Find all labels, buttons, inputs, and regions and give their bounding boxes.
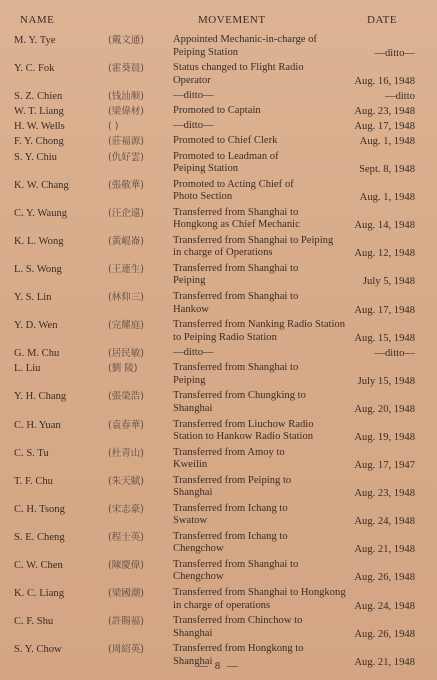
- movement-line: [173, 419, 423, 432]
- movement-date: Aug. 23, 1948: [354, 106, 415, 118]
- movement-text: in charge of operations: [173, 599, 271, 611]
- movement-date: Aug. 20, 1948: [354, 403, 415, 415]
- movement-line: [173, 47, 423, 60]
- person-chinese-name: (仇好雲): [108, 151, 144, 163]
- movement-date: Aug. 21, 1948: [354, 544, 415, 556]
- movement-line: [173, 235, 423, 248]
- movement-description: [173, 62, 423, 87]
- movement-date: Aug. 21, 1948: [354, 656, 415, 668]
- movement-description: [173, 503, 423, 528]
- list-item: [0, 390, 437, 416]
- movement-text: Transferred from Liuchow Radio: [173, 418, 314, 430]
- movement-text: Promoted to Chief Clerk: [173, 135, 278, 147]
- person-chinese-name: (王連生): [108, 263, 144, 275]
- person-chinese-name: (林仰三): [108, 292, 144, 304]
- person-name: Y. C. Fok: [14, 63, 55, 75]
- movement-date: Aug. 15, 1948: [354, 332, 415, 344]
- movement-description: [173, 34, 423, 59]
- movement-line: [173, 559, 423, 572]
- movement-description: [173, 90, 423, 103]
- list-item: [0, 90, 437, 103]
- movement-line: [173, 403, 423, 416]
- movement-text: Peiping: [173, 374, 206, 386]
- personnel-movement-list: [0, 34, 437, 671]
- person-chinese-name: (汪企遠): [108, 207, 144, 219]
- movement-line: [173, 191, 423, 204]
- person-chinese-name: (杜青山): [108, 447, 144, 459]
- header-movement: MOVEMENT: [198, 14, 266, 26]
- movement-line: [173, 219, 423, 232]
- movement-description: [173, 419, 423, 444]
- movement-text: Chengchow: [173, 571, 224, 583]
- person-name: S. Z. Chien: [14, 91, 63, 103]
- movement-line: [173, 447, 423, 460]
- person-name: K. L. Wong: [14, 235, 64, 247]
- movement-line: [173, 163, 423, 176]
- person-name: C. W. Chen: [14, 559, 63, 571]
- movement-line: [173, 179, 423, 192]
- person-name: C. S. Tu: [14, 447, 49, 459]
- list-item: [0, 34, 437, 60]
- movement-date: July 5, 1948: [362, 276, 415, 288]
- movement-date: Aug. 1, 1948: [359, 136, 415, 148]
- movement-line: [173, 120, 423, 133]
- person-name: S. Y. Chiu: [14, 151, 57, 163]
- movement-date: Aug. 17, 1947: [354, 460, 415, 472]
- movement-description: [173, 362, 423, 387]
- movement-description: [173, 105, 423, 118]
- movement-date: Aug. 1, 1948: [359, 192, 415, 204]
- movement-text: Transferred from Shanghai to: [173, 558, 299, 570]
- movement-date: Aug. 16, 1948: [354, 75, 415, 87]
- person-name: C. H. Yuan: [14, 419, 61, 431]
- movement-line: [173, 600, 423, 613]
- movement-date: July 15, 1948: [357, 375, 415, 387]
- movement-text: Status changed to Flight Radio: [173, 62, 304, 74]
- person-chinese-name: (袁春華): [108, 419, 144, 431]
- person-chinese-name: (程士英): [108, 531, 144, 543]
- movement-line: [173, 628, 423, 641]
- person-name: L. S. Wong: [14, 263, 62, 275]
- movement-date: Aug. 17, 1948: [354, 121, 415, 133]
- header-date: DATE: [367, 14, 398, 26]
- movement-text: Transferred from Chinchow to: [173, 615, 303, 627]
- table-header: [0, 14, 437, 30]
- movement-date: —ditto: [384, 91, 415, 103]
- movement-line: [173, 587, 423, 600]
- person-chinese-name: (劉 陵): [108, 363, 138, 375]
- movement-line: [173, 515, 423, 528]
- movement-text: Promoted to Acting Chief of: [173, 178, 294, 190]
- list-item: [0, 615, 437, 641]
- movement-description: [173, 390, 423, 415]
- movement-description: [173, 135, 423, 148]
- person-name: T. F. Chu: [14, 475, 53, 487]
- movement-text: Transferred from Amoy to: [173, 446, 285, 458]
- movement-date: Aug. 19, 1948: [354, 432, 415, 443]
- movement-line: [173, 362, 423, 375]
- person-chinese-name: (陳慶偉): [108, 559, 144, 571]
- person-name: M. Y. Tye: [14, 35, 56, 46]
- movement-description: [173, 531, 423, 556]
- movement-text: Shanghai: [173, 402, 213, 414]
- movement-text: Transferred from Ichang to: [173, 530, 288, 542]
- movement-date: Aug. 24, 1948: [354, 516, 415, 528]
- movement-description: [173, 475, 423, 500]
- person-chinese-name: (戴文通): [108, 35, 144, 46]
- person-name: F. Y. Chong: [14, 136, 64, 148]
- movement-line: [173, 531, 423, 544]
- movement-date: Aug. 17, 1948: [354, 304, 415, 316]
- person-chinese-name: (梁偉材): [108, 106, 144, 118]
- list-item: [0, 235, 437, 261]
- person-name: K. C. Liang: [14, 588, 65, 600]
- movement-line: [173, 263, 423, 276]
- movement-text: Transferred from Ichang to: [173, 502, 288, 514]
- movement-text: Shanghai: [173, 627, 213, 639]
- movement-text: Transferred from Shanghai to Peiping: [173, 234, 334, 246]
- movement-date: Aug. 26, 1948: [354, 628, 415, 640]
- person-name: C. Y. Waung: [14, 207, 68, 219]
- movement-text: Transferred from Shanghai to: [173, 362, 299, 374]
- movement-text: Transferred from Shanghai to: [173, 291, 299, 303]
- movement-date: Aug. 23, 1948: [354, 488, 415, 500]
- movement-line: [173, 503, 423, 516]
- movement-line: [173, 375, 423, 388]
- movement-date: Sept. 8, 1948: [359, 164, 415, 176]
- movement-description: [173, 319, 423, 344]
- list-item: [0, 503, 437, 529]
- movement-date: Aug. 14, 1948: [354, 220, 415, 232]
- movement-line: [173, 390, 423, 403]
- person-chinese-name: (張敬華): [108, 179, 144, 191]
- movement-text: —ditto—: [173, 90, 214, 102]
- movement-line: [173, 90, 423, 103]
- movement-description: [173, 207, 423, 232]
- list-item: [0, 362, 437, 388]
- person-chinese-name: (黃崐崙): [108, 235, 144, 247]
- movement-text: Station to Hankow Radio Station: [173, 431, 314, 442]
- person-name: K. W. Chang: [14, 179, 69, 191]
- movement-text: Chengchow: [173, 543, 224, 555]
- person-chinese-name: (朱天賦): [108, 475, 144, 487]
- person-chinese-name: (張榮浩): [108, 391, 144, 403]
- list-item: [0, 291, 437, 317]
- person-name: C. F. Shu: [14, 616, 54, 628]
- movement-text: Operator: [173, 74, 211, 86]
- movement-text: Shanghai: [173, 655, 213, 667]
- person-name: C. H. Tsong: [14, 503, 65, 515]
- movement-text: Promoted to Leadman of: [173, 150, 279, 162]
- list-item: [0, 151, 437, 177]
- movement-text: Transferred from Shanghai to: [173, 206, 299, 218]
- movement-date: Aug. 24, 1948: [354, 600, 415, 612]
- movement-text: Peiping Station: [173, 163, 239, 175]
- movement-description: [173, 447, 423, 472]
- movement-description: [173, 120, 423, 133]
- movement-text: to Peiping Radio Station: [173, 331, 277, 343]
- list-item: [0, 207, 437, 233]
- movement-description: [173, 347, 423, 360]
- movement-date: Aug. 12, 1948: [354, 248, 415, 260]
- movement-line: [173, 151, 423, 164]
- person-chinese-name: (钱汕顺): [108, 91, 144, 103]
- list-item: [0, 263, 437, 289]
- list-item: [0, 105, 437, 118]
- list-item: [0, 531, 437, 557]
- movement-text: in charge of Operations: [173, 247, 273, 259]
- movement-line: [173, 643, 423, 656]
- person-name: Y. D. Wen: [14, 320, 58, 332]
- movement-text: Transferred from Chungking to: [173, 390, 306, 402]
- movement-line: [173, 543, 423, 556]
- movement-line: [173, 615, 423, 628]
- person-chinese-name: (許賜福): [108, 616, 144, 628]
- movement-description: [173, 263, 423, 288]
- person-chinese-name: (莊福源): [108, 136, 144, 148]
- movement-text: —ditto—: [173, 120, 214, 132]
- person-name: L. Liu: [14, 363, 41, 375]
- movement-line: [173, 105, 423, 118]
- person-name: S. E. Cheng: [14, 531, 65, 543]
- movement-line: [173, 319, 423, 332]
- movement-description: [173, 587, 423, 612]
- movement-text: Transferred from Shanghai to Hongkong: [173, 587, 346, 599]
- movement-text: Photo Section: [173, 191, 233, 203]
- movement-text: Peiping Station: [173, 46, 239, 58]
- movement-line: [173, 62, 423, 75]
- movement-date: —ditto—: [374, 348, 415, 360]
- list-item: [0, 120, 437, 133]
- movement-line: [173, 431, 423, 444]
- movement-text: —ditto—: [173, 347, 214, 359]
- movement-description: [173, 151, 423, 176]
- list-item: [0, 135, 437, 148]
- movement-text: Appointed Mechanic-in-charge of: [173, 34, 317, 45]
- movement-description: [173, 615, 423, 640]
- list-item: [0, 587, 437, 613]
- movement-line: [173, 275, 423, 288]
- movement-line: [173, 304, 423, 317]
- movement-text: Hongkong as Chief Mechanic: [173, 219, 300, 231]
- movement-date: Aug. 26, 1948: [354, 572, 415, 584]
- list-item: [0, 419, 437, 445]
- movement-text: Kweilin: [173, 459, 208, 471]
- movement-line: [173, 207, 423, 220]
- movement-text: Transferred from Peiping to: [173, 474, 292, 486]
- movement-text: Transferred from Hongkong to: [173, 643, 304, 655]
- movement-line: [173, 34, 423, 47]
- person-name: W. T. Liang: [14, 106, 64, 118]
- person-name: Y. H. Chang: [14, 391, 67, 403]
- person-chinese-name: (居民敏): [108, 348, 144, 360]
- person-chinese-name: (完耀庭): [108, 320, 144, 332]
- movement-line: [173, 135, 423, 148]
- person-chinese-name: (周紹英): [108, 644, 144, 656]
- movement-description: [173, 179, 423, 204]
- person-chinese-name: (宋志豪): [108, 503, 144, 515]
- movement-line: [173, 475, 423, 488]
- list-item: [0, 347, 437, 360]
- person-name: Y. S. Lin: [14, 292, 52, 304]
- movement-line: [173, 459, 423, 472]
- movement-line: [173, 291, 423, 304]
- movement-text: Swatow: [173, 515, 208, 527]
- header-name: NAME: [20, 14, 55, 26]
- person-chinese-name: (梁國潮): [108, 588, 144, 600]
- list-item: [0, 447, 437, 473]
- person-name: H. W. Wells: [14, 121, 65, 133]
- movement-line: [173, 75, 423, 88]
- movement-description: [173, 235, 423, 260]
- movement-line: [173, 571, 423, 584]
- movement-text: Peiping: [173, 275, 206, 287]
- person-name: S. Y. Chow: [14, 644, 62, 656]
- list-item: [0, 62, 437, 88]
- movement-description: [173, 559, 423, 584]
- list-item: [0, 559, 437, 585]
- movement-text: Hankow: [173, 303, 209, 315]
- list-item: [0, 179, 437, 205]
- movement-text: Shanghai: [173, 487, 213, 499]
- person-chinese-name: (霍葵晨): [108, 63, 144, 75]
- movement-line: [173, 332, 423, 345]
- list-item: [0, 475, 437, 501]
- movement-text: Transferred from Shanghai to: [173, 262, 299, 274]
- list-item: [0, 319, 437, 345]
- movement-line: [173, 487, 423, 500]
- movement-description: [173, 291, 423, 316]
- person-chinese-name: ( ): [108, 121, 119, 133]
- page-number: — 8 —: [197, 660, 240, 672]
- person-name: G. M. Chu: [14, 348, 60, 360]
- movement-text: Promoted to Captain: [173, 105, 261, 117]
- movement-line: [173, 347, 423, 360]
- movement-text: Transferred from Nanking Radio Station: [173, 319, 346, 331]
- movement-line: [173, 247, 423, 260]
- movement-date: —ditto—: [374, 47, 415, 59]
